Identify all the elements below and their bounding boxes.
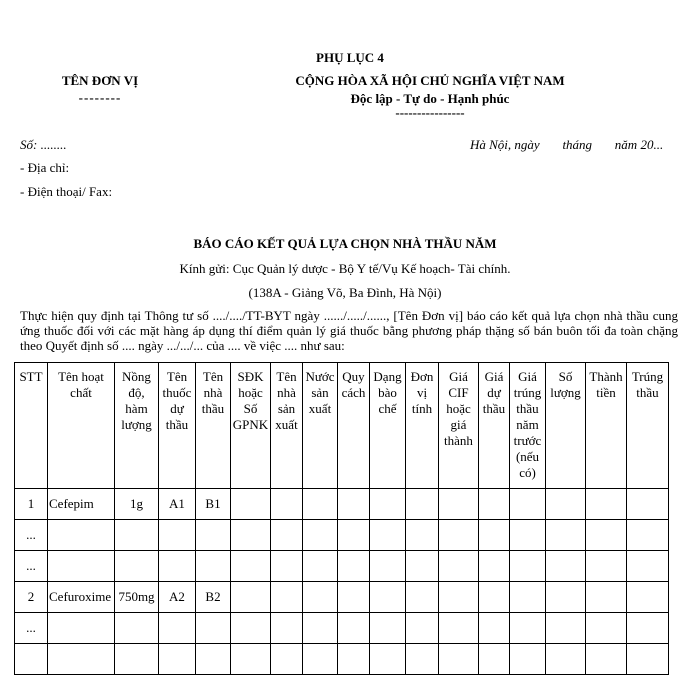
table-cell (338, 613, 370, 644)
table-cell: A2 (159, 582, 196, 613)
table-cell (231, 582, 271, 613)
table-cell (510, 582, 546, 613)
table-cell (159, 520, 196, 551)
table-cell (406, 582, 439, 613)
table-cell (586, 489, 627, 520)
table-cell (510, 613, 546, 644)
table-cell (48, 644, 115, 675)
table-cell (546, 582, 586, 613)
table-cell: B1 (196, 489, 231, 520)
table-header-row (15, 363, 669, 489)
column-header: Tên nhà thầu (196, 363, 231, 489)
table-row (15, 551, 669, 582)
table-cell (271, 644, 303, 675)
phone-fax-field: - Điện thoại/ Fax: (20, 184, 113, 199)
table-cell (439, 582, 479, 613)
table-cell (479, 551, 510, 582)
table-cell (627, 489, 669, 520)
table-cell (479, 644, 510, 675)
table-cell: ... (15, 613, 48, 644)
table-row (15, 520, 669, 551)
table-cell (627, 582, 669, 613)
table-cell (231, 551, 271, 582)
table-cell (231, 613, 271, 644)
table-cell (338, 520, 370, 551)
column-header: SĐK hoặc Số GPNK (231, 363, 271, 489)
table-cell (510, 644, 546, 675)
table-row (15, 489, 669, 520)
table-cell (510, 520, 546, 551)
column-header: Tên hoạt chất (48, 363, 115, 489)
table-cell (586, 520, 627, 551)
motto-underline: ---------------- (395, 105, 465, 120)
table-cell (338, 582, 370, 613)
table-cell (231, 644, 271, 675)
table-cell (370, 582, 406, 613)
table-cell (115, 644, 159, 675)
table-row (15, 644, 669, 675)
table-cell (196, 520, 231, 551)
table-cell: B2 (196, 582, 231, 613)
table-row (15, 613, 669, 644)
column-header: Nồng độ, hàm lượng (115, 363, 159, 489)
table-cell: ... (15, 551, 48, 582)
table-cell: Cefepim (48, 489, 115, 520)
table-cell: 1g (115, 489, 159, 520)
table-cell (439, 520, 479, 551)
table-cell (303, 520, 338, 551)
table-cell (271, 489, 303, 520)
table-cell (303, 489, 338, 520)
column-header: STT (15, 363, 48, 489)
table-cell (586, 613, 627, 644)
national-motto: Độc lập - Tự do - Hạnh phúc (350, 91, 510, 106)
table-cell (510, 551, 546, 582)
table-cell (627, 644, 669, 675)
table-cell (406, 551, 439, 582)
intro-paragraph: Thực hiện quy định tại Thông tư số ..../..../TT-BYT ngày ....../...../......, [Tên Đơn vị] báo cáo kết quả lựa chọn nhà thầu cung ứng thuốc đối với các mặt hàng áp dụng thí điểm quản lý giá thuốc bằng phương pháp thặng số bán buôn tối đa toàn chặng theo Quyết định số .... ngày .../.../... của .... về việc .... như sau: (20, 308, 678, 353)
table-cell (303, 582, 338, 613)
column-header: Tên nhà sản xuất (271, 363, 303, 489)
table-cell (406, 489, 439, 520)
table-cell (231, 520, 271, 551)
table-cell (303, 613, 338, 644)
table-cell (406, 613, 439, 644)
table-cell (48, 520, 115, 551)
column-header: Trúng thầu (627, 363, 669, 489)
table-cell (271, 520, 303, 551)
table-cell: A1 (159, 489, 196, 520)
table-cell (546, 489, 586, 520)
table-cell (439, 489, 479, 520)
table-cell (48, 613, 115, 644)
table-cell (196, 644, 231, 675)
column-header: Giá CIF hoặc giá thành (439, 363, 479, 489)
table-cell (15, 644, 48, 675)
column-header: Nước sản xuất (303, 363, 338, 489)
recipient: Kính gửi: Cục Quản lý dược - Bộ Y tế/Vụ Kế hoạch- Tài chính. (179, 261, 511, 276)
table-cell (115, 613, 159, 644)
table-cell (370, 551, 406, 582)
table-cell (439, 644, 479, 675)
table-cell (546, 644, 586, 675)
column-header: Tên thuốc dự thầu (159, 363, 196, 489)
bid-results-table (14, 362, 669, 675)
table-cell (627, 613, 669, 644)
column-header: Giá dự thầu (479, 363, 510, 489)
table-cell (196, 551, 231, 582)
table-cell: Cefuroxime (48, 582, 115, 613)
table-cell (115, 551, 159, 582)
table-body (15, 489, 669, 675)
table-cell (338, 489, 370, 520)
table-cell (627, 551, 669, 582)
table-cell (48, 551, 115, 582)
table-cell (586, 582, 627, 613)
org-name: TÊN ĐƠN VỊ (61, 73, 139, 88)
column-header: Dạng bào chế (370, 363, 406, 489)
table-cell (231, 489, 271, 520)
column-header: Giá trúng thầu năm trước (nếu có) (510, 363, 546, 489)
table-cell (479, 613, 510, 644)
address-field: - Địa chỉ: (20, 160, 70, 175)
column-header: Đơn vị tính (406, 363, 439, 489)
table-cell (370, 489, 406, 520)
table-cell: 750mg (115, 582, 159, 613)
table-cell (370, 644, 406, 675)
column-header: Số lượng (546, 363, 586, 489)
table-cell (196, 613, 231, 644)
table-cell (479, 582, 510, 613)
recipient-address: (138A - Giảng Võ, Ba Đình, Hà Nội) (248, 285, 442, 300)
table-cell (439, 551, 479, 582)
report-title: BÁO CÁO KẾT QUẢ LỰA CHỌN NHÀ THẦU NĂM (193, 236, 497, 251)
appendix-label: PHỤ LỤC 4 (316, 50, 384, 65)
table-cell (546, 613, 586, 644)
table-cell (338, 551, 370, 582)
org-underline: -------- (78, 90, 122, 105)
table-cell (159, 613, 196, 644)
place-date: Hà Nội, ngày tháng năm 20... (470, 137, 664, 152)
table-cell (546, 520, 586, 551)
table-cell (303, 644, 338, 675)
table-cell (479, 520, 510, 551)
table-cell (159, 644, 196, 675)
table-cell (271, 582, 303, 613)
table-cell (370, 613, 406, 644)
table-cell (370, 520, 406, 551)
table-cell (439, 613, 479, 644)
table-cell: ... (15, 520, 48, 551)
table-cell (479, 489, 510, 520)
table-row (15, 582, 669, 613)
table-cell (586, 551, 627, 582)
table-cell (406, 644, 439, 675)
table-cell (586, 644, 627, 675)
column-header: Thành tiền (586, 363, 627, 489)
table-cell (338, 644, 370, 675)
table-cell (271, 613, 303, 644)
table-cell (546, 551, 586, 582)
table-cell: 2 (15, 582, 48, 613)
table-cell (627, 520, 669, 551)
table-cell: 1 (15, 489, 48, 520)
table-cell (271, 551, 303, 582)
table-cell (115, 520, 159, 551)
country-name: CỘNG HÒA XÃ HỘI CHỦ NGHĨA VIỆT NAM (295, 73, 565, 88)
table-cell (510, 489, 546, 520)
document-number: Số: ........ (20, 137, 67, 152)
table-cell (303, 551, 338, 582)
table-cell (159, 551, 196, 582)
column-header: Quy cách (338, 363, 370, 489)
table-cell (406, 520, 439, 551)
